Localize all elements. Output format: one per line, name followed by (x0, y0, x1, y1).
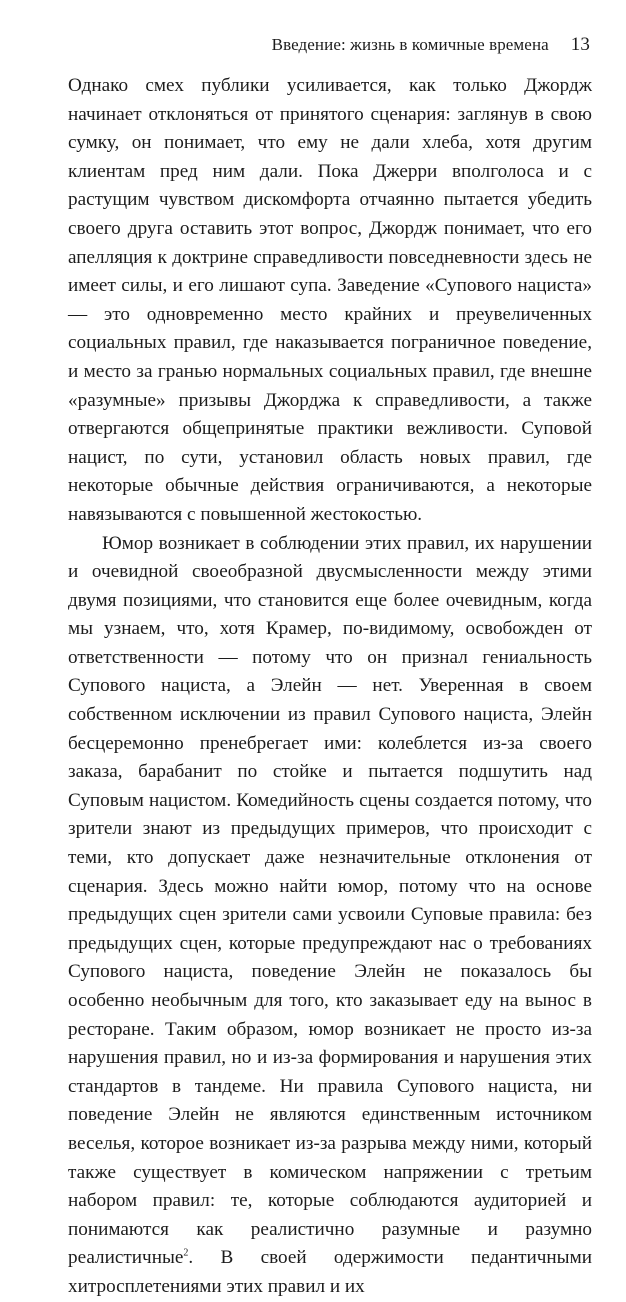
paragraph-2 (68, 530, 592, 1302)
paragraph-2-text-cont: . В своей одержимости педантичными хитросплетениями этих правил и их (68, 1247, 592, 1297)
body-text (68, 72, 592, 1302)
footnote-ref[interactable]: 2 (183, 1247, 189, 1259)
paragraph-2-text: Юмор возникает в соблюдении этих правил, их нарушении и очевидной своеобразной двусмысленности между этими двумя позициями, что становится еще более очевидным, когда мы узнаем, что, хотя Крамер, по-видимому, освобожден от ответственности — потому что он признал гениальность Супового нациста, а Элейн — нет. Уверенная в своем собственном исключении из правил Супового нациста, Элейн бесцеремонно пренебрегает ими: колеблется из-за своего заказа, барабанит по стойке и пытается подшутить над Суповым нацистом. Комедийность сцены создается потому, что зрители знают из предыдущих примеров, что происходит с теми, кто допускает даже незначительные отклонения от сценария. Здесь можно найти юмор, потому что на основе предыдущих сцен зрители сами усвоили Суповые правила: без предыдущих сцен, которые предупреждают нас о требованиях Супового нациста, поведение Элейн не показалось бы особенно необычным для того, кто заказывает еду на вынос в ресторане. Таким образом, юмор возникает не просто из-за нарушения правил, но и из-за формирования и нарушения этих стандартов в тандеме. Ни правила Супового нациста, ни поведение Элейн не являются единственным источником веселья, которое возникает из-за разрыва между ними, который также существует в комическом напряжении с третьим набором правил: те, которые соблюдаются аудиторией и понимаются как реалистично разумные и разумно реалистичные (68, 532, 592, 1269)
page-number: 13 (570, 34, 590, 55)
paragraph-1: Однако смех публики усиливается, как только Джордж начинает отклоняться от принятого сценария: заглянув в свою сумку, он понимает, что ему не дали хлеба, хотя другим клиентам пред ним дали. Пока Джерри вполголоса и с растущим чувством дискомфорта отчаянно пытается убедить своего друга оставить этот вопрос, Джордж понимает, что его апелляция к доктрине справедливости повседневности здесь не имеет силы, и его лишают супа. Заведение «Супового нациста» — это одновременно место крайних и преувеличенных социальных правил, где наказывается пограничное поведение, и место за гранью нормальных социальных правил, где внешне «разумные» призывы Джорджа к справедливости, а также отвергаются общепринятые практики вежливости. Суповой нацист, по сути, установил область новых правил, где некоторые обычные действия ограничиваются, а некоторые навязываются с повышенной жестокостью. (68, 75, 592, 525)
running-header (60, 34, 590, 56)
chapter-title: Введение: жизнь в комичные времена (271, 35, 549, 54)
